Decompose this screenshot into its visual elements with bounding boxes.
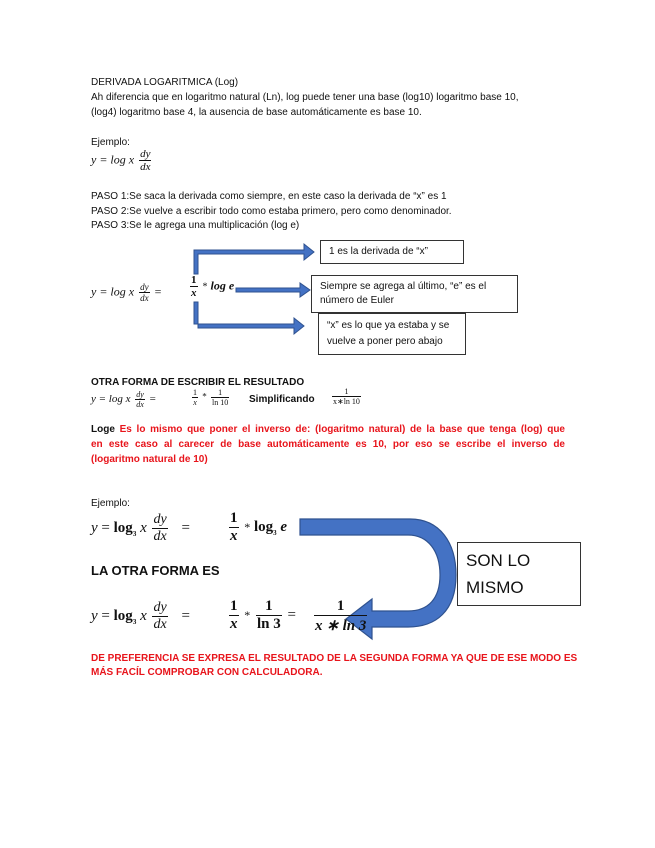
- dy: dy: [153, 512, 167, 527]
- dx: dx: [140, 161, 151, 173]
- dy: dy: [140, 148, 151, 160]
- equals: =: [154, 284, 162, 299]
- example2-x: x: [140, 607, 147, 624]
- step-3: PASO 3:Se le agrega una multiplicación (log e): [91, 220, 300, 231]
- dx: dx: [153, 529, 167, 544]
- e: e: [280, 518, 288, 535]
- note-line1-rest: Es lo mismo que poner el inverso de: (logaritmo natural) de la base que tenga (log) que: [114, 424, 565, 435]
- denominator-ln3: ln 3: [257, 616, 281, 632]
- log-base: 3: [273, 528, 277, 537]
- log: log: [254, 518, 274, 535]
- otra-forma-product: [190, 388, 231, 407]
- otra-forma-formula: [91, 390, 156, 409]
- note-loge: Loge: [91, 424, 115, 435]
- example2-formula: $y = \log_3 x$ $\frac{dy}{dx}$ =: [91, 512, 190, 544]
- numerator-one: 1: [230, 510, 238, 526]
- one-over-x: [190, 274, 198, 299]
- box-line2: MISMO: [466, 578, 524, 597]
- times: *: [244, 607, 251, 622]
- numerator-one: 1: [191, 274, 197, 286]
- denominator-x: x: [230, 616, 238, 632]
- annotation-box-x: [318, 313, 466, 355]
- dy: dy: [153, 600, 167, 615]
- example1-formula: [91, 148, 153, 173]
- equals: =: [287, 606, 296, 623]
- intro-line-1: [91, 91, 519, 105]
- one-over-x-small: [192, 388, 198, 407]
- box1-text: 1 es la derivada de “x”: [329, 246, 428, 257]
- numerator-one: 1: [256, 598, 282, 616]
- numerator-one: 1: [211, 388, 229, 398]
- denominator-ln10: ln 10: [212, 398, 229, 407]
- box2-line2: número de Euler: [320, 295, 394, 306]
- example1-derivative: [139, 148, 151, 173]
- simplified-result: [330, 387, 363, 406]
- denominator-x: x: [230, 528, 238, 544]
- one-over-ln10: [211, 388, 229, 407]
- dy: dy: [140, 282, 149, 292]
- conclusion-line-2: MÁS FACÍL COMPROBAR CON CALCULADORA.: [91, 667, 323, 678]
- numerator-one: 1: [332, 387, 361, 397]
- son-lo-mismo-box: [457, 542, 581, 606]
- box-line1: SON LO: [466, 551, 531, 570]
- equals: =: [181, 519, 190, 536]
- dx: dx: [140, 293, 149, 303]
- denominator-x-ln10: x∗ln 10: [333, 397, 360, 406]
- diagram-derivative: [139, 282, 150, 303]
- conclusion-line-1: DE PREFERENCIA SE EXPRESA EL RESULTADO DE LA SEGUNDA FORMA YA QUE DE ESE MODO ES: [91, 653, 578, 664]
- arrow-up-branch: [194, 244, 314, 274]
- log-base: 3: [132, 529, 137, 538]
- intro-text-1: Ah diferencia que en logaritmo natural (Ln), log puede tener una base (log10) logaritmo base 10,: [91, 92, 519, 103]
- example-label: Ejemplo:: [91, 137, 130, 148]
- box3-line2: vuelve a poner pero abajo: [327, 336, 443, 347]
- box2-line1: Siempre se agrega al último, “e” es el: [320, 281, 487, 292]
- page-title: DERIVADA LOGARITMICA (Log): [91, 77, 239, 88]
- example2-derivative-2: [152, 600, 167, 633]
- equals: =: [149, 393, 156, 406]
- log-base: 3: [132, 617, 137, 626]
- times: *: [244, 519, 251, 534]
- example2-derivative: [152, 512, 167, 545]
- one-over-x-ln3: [314, 598, 367, 635]
- simplificando-label: Simplificando: [249, 394, 315, 405]
- diagram-formula: [91, 282, 161, 303]
- log-e: log e: [210, 278, 235, 293]
- dx: dx: [153, 617, 167, 632]
- note-line-2: en este caso al carecer de base automáticamente es 10, por eso se escribe el inverso de: [91, 439, 565, 450]
- arrow-middle: [236, 283, 310, 297]
- example2-product: [227, 598, 296, 633]
- numerator-one: 1: [314, 598, 367, 616]
- otra-forma-es-heading: LA OTRA FORMA ES: [91, 563, 220, 578]
- one-over-ln3: [256, 598, 282, 633]
- note-line-1: [91, 423, 565, 437]
- diagram-lhs: y = log x: [91, 284, 135, 299]
- example1-lhs: y = log x: [91, 152, 135, 167]
- dy: dy: [136, 390, 144, 399]
- example2-result: [227, 510, 287, 545]
- step-1: PASO 1:Se saca la derivada como siempre, en este caso la derivada de “x” es 1: [91, 191, 447, 202]
- times: *: [202, 281, 208, 293]
- arrow-down-branch: [194, 302, 304, 334]
- denominator-x-ln3: x ∗ ln 3: [315, 618, 367, 634]
- one-over-x: [229, 510, 239, 545]
- otra-forma-heading: OTRA FORMA DE ESCRIBIR EL RESULTADO: [91, 377, 305, 388]
- step-2: PASO 2:Se vuelve a escribir todo como estaba primero, pero como denominador.: [91, 206, 452, 217]
- box3-line1: “x” es lo que ya estaba y se: [327, 320, 450, 331]
- otra-lhs: y = log x: [91, 393, 131, 406]
- note-line-3: (logaritmo natural de 10): [91, 454, 208, 465]
- example2-final: [312, 598, 369, 635]
- denominator-x: x: [191, 287, 197, 299]
- annotation-box-euler: [311, 275, 518, 313]
- example2-x: x: [140, 519, 147, 536]
- dx: dx: [136, 400, 144, 409]
- one-over-x: [229, 598, 239, 633]
- times: *: [202, 391, 207, 402]
- numerator-one: 1: [230, 598, 238, 614]
- numerator-one: 1: [193, 388, 197, 397]
- denominator-x: x: [193, 398, 197, 407]
- example2-label: Ejemplo:: [91, 498, 130, 509]
- example2-formula-2: $y = \log_3 x$ $\frac{dy}{dx}$ =: [91, 600, 190, 632]
- annotation-box-derivative: [320, 240, 464, 264]
- equals: =: [181, 607, 190, 624]
- intro-line-2: (log4) logaritmo base 4, la ausencia de base automáticamente es base 10.: [91, 107, 422, 118]
- otra-derivative: [135, 390, 145, 409]
- diagram-result: [188, 274, 234, 299]
- one-over-x-ln10: [332, 387, 361, 406]
